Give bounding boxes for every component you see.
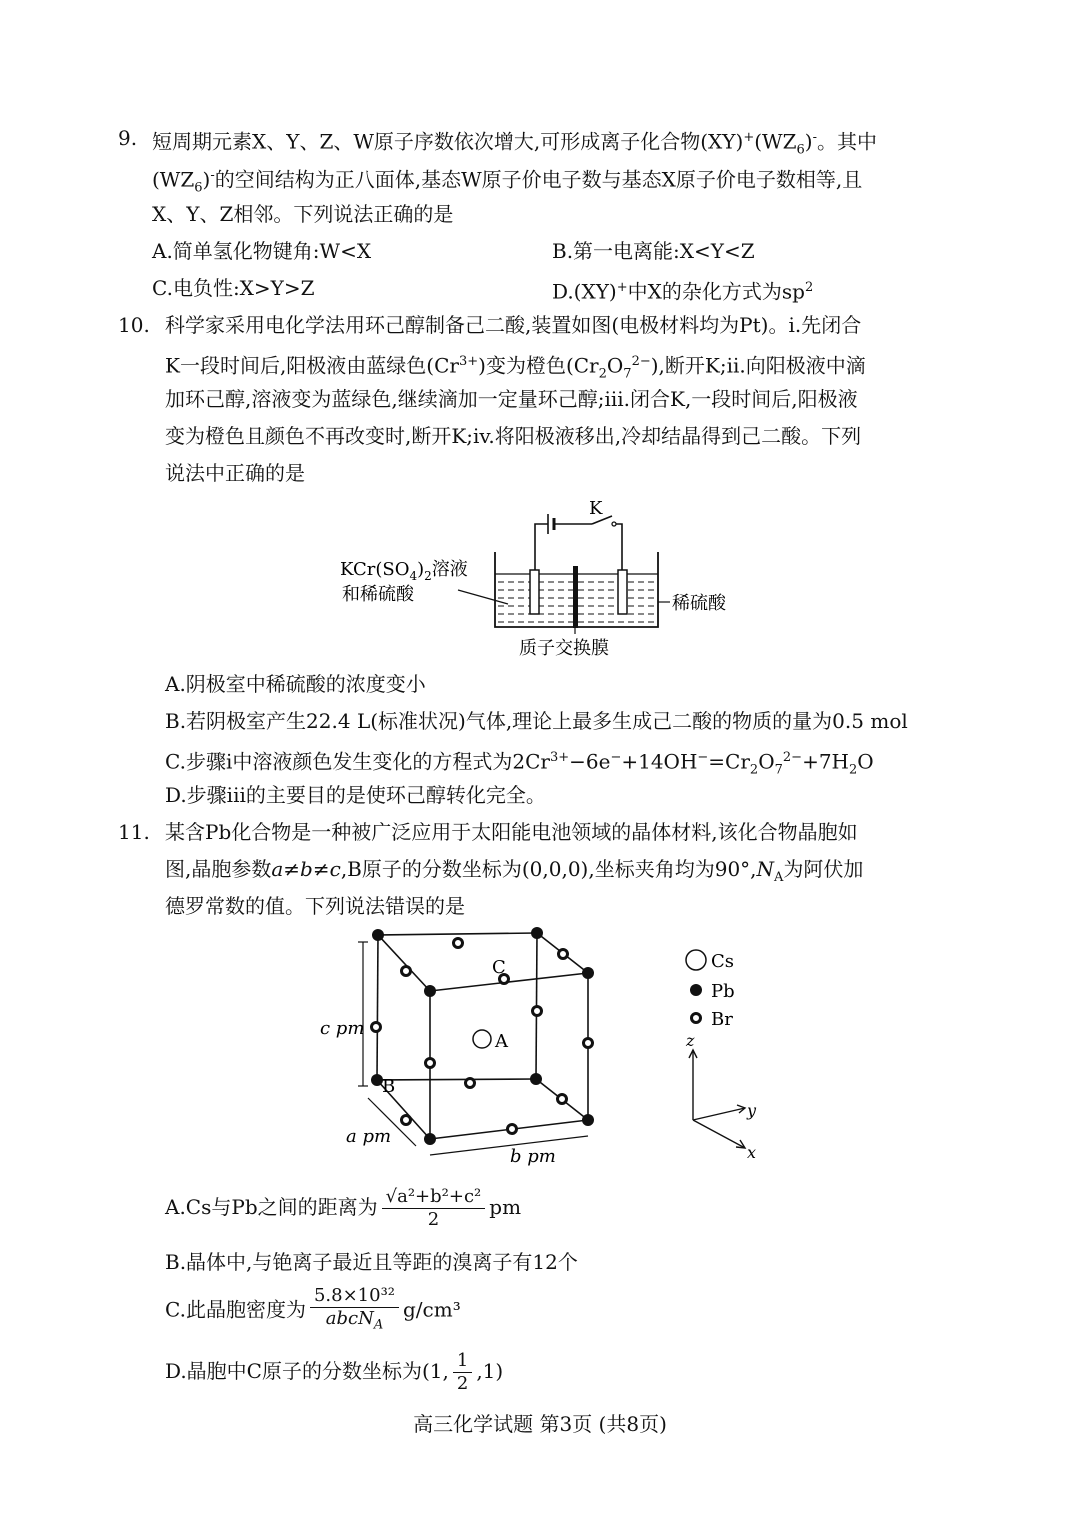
q10-option-b: B.若阴极室产生22.4 L(标准状况)气体,理论上最多生成己二酸的物质的量为0.5 mol: [165, 709, 908, 733]
q10-option-a: A.阴极室中稀硫酸的浓度变小: [165, 672, 426, 696]
q10-option-d: D.步骤iii的主要目的是使环己醇转化完全。: [165, 783, 546, 807]
q9-option-c: C.电负性:X>Y>Z: [152, 276, 315, 300]
q10-line3: 加环己醇,溶液变为蓝绿色,继续滴加一定量环己醇;iii.闭合K,一段时间后,阳极液: [165, 387, 858, 411]
left-solution-label-2: 和稀硫酸: [342, 584, 414, 605]
q11-option-c: C.此晶胞密度为 $\frac{\text{5.8×10³²}}{abcN_A}$ g/cm³: [165, 1285, 461, 1333]
atom-label-A: A: [495, 1031, 508, 1052]
q11-option-a: A.Cs与Pb之间的距离为 $\frac{\text{√a²+b²+c²}}{2}$ pm: [165, 1186, 522, 1230]
axis-z-label: z: [686, 1031, 695, 1050]
atom-label-C: C: [492, 957, 506, 978]
proton-membrane: [573, 566, 578, 628]
dim-label-a: a pm: [346, 1126, 392, 1147]
q9-line1: 短周期元素X、Y、Z、W原子序数依次增大,可形成离子化合物$(XY)^+(WZ_6)^-$。其中: [152, 129, 877, 158]
q9-number: 9.: [118, 126, 138, 150]
q11-line2: 图,晶胞参数a≠b≠c,B原子的分数坐标为(0,0,0),坐标夹角均为$90^\circ,N_A$为阿伏加: [165, 857, 864, 885]
q11-option-b: B.晶体中,与铯离子最近且等距的溴离子有12个: [165, 1250, 578, 1274]
dim-label-c: c pm: [320, 1018, 365, 1039]
q9-option-b: B.第一电离能:X<Y<Z: [552, 239, 755, 263]
q10-line5: 说法中正确的是: [165, 461, 305, 485]
switch-contact: [612, 522, 616, 526]
q11-number: 11.: [118, 820, 150, 844]
q10-line2: K一段时间后,阳极液由蓝绿色$(Cr^{3+})$变为橙色$(Cr_2O_7^{2-})$,断开K;ii.向阳极液中滴: [165, 353, 866, 382]
svg-text:Pb: Pb: [711, 981, 735, 1002]
crystal-cell-diagram: [320, 920, 780, 1175]
q9-option-a: A.简单氢化物键角:W<X: [152, 239, 372, 263]
left-pointer: [458, 590, 508, 604]
q11-option-d: D.晶胞中C原子的分数坐标为(1, $\frac{1}{2}$ ,1): [165, 1350, 504, 1394]
circuit-wire: [535, 524, 548, 576]
q10-line4: 变为橙色且颜色不再改变时,断开K;iv.将阳极液移出,冷却结晶得到己二酸。下列: [165, 424, 862, 448]
left-solution-label: $KCr(SO_4)_2$溶液: [340, 559, 468, 583]
q10-line1: 科学家采用电化学法用环己醇制备己二酸,装置如图(电极材料均为Pt)。i.先闭合: [165, 313, 862, 337]
circuit-wire-right: [616, 524, 622, 576]
q10-number: 10.: [118, 313, 150, 337]
electrolysis-diagram: [330, 492, 750, 662]
switch-label: K: [589, 498, 603, 519]
q9-line3: X、Y、Z相邻。下列说法正确的是: [152, 202, 454, 226]
svg-text:Cs: Cs: [711, 951, 735, 972]
legend-br-icon: [692, 1014, 701, 1023]
q11-line3: 德罗常数的值。下列说法错误的是: [165, 894, 465, 918]
legend-pb-icon: [690, 984, 702, 996]
axis-y-label: y: [747, 1101, 757, 1120]
q10-option-c: C.步骤i中溶液颜色发生变化的方程式为$2Cr^{3+}-6e^-+14OH^-=Cr_2O_7^{2-}+7H_2O$: [165, 749, 874, 778]
right-solution-label: 稀硫酸: [672, 593, 726, 614]
atom-label-B: B: [382, 1076, 396, 1097]
svg-text:Br: Br: [711, 1009, 733, 1030]
anode-electrode: [530, 570, 539, 614]
q9-line2: $(WZ_6)^-$的空间结构为正八面体,基态W原子价电子数与基态X原子价电子数相等,且: [152, 167, 863, 196]
q11-line1: 某含Pb化合物是一种被广泛应用于太阳能电池领域的晶体材料,该化合物晶胞如: [165, 820, 858, 844]
axis-x-label: x: [747, 1143, 757, 1162]
cathode-electrode: [618, 570, 627, 614]
legend-cs-icon: [686, 950, 706, 970]
atom-a-cs: [473, 1030, 491, 1048]
dim-label-b: b pm: [510, 1146, 556, 1167]
page-footer: 高三化学试题 第3页 (共8页): [413, 1412, 667, 1436]
membrane-label: 质子交换膜: [519, 638, 609, 659]
q9-option-d: D.(XY)+中X的杂化方式为$sp^2$: [552, 279, 814, 304]
